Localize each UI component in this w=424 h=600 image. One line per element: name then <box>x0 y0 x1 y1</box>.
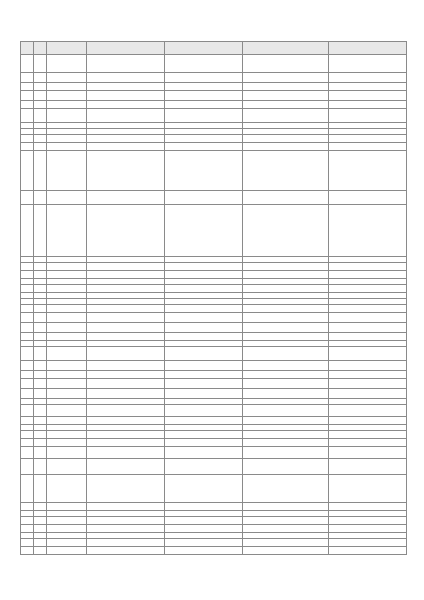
table-cell <box>47 371 87 379</box>
table-cell <box>165 83 243 91</box>
table-cell <box>21 271 34 279</box>
table-cell <box>47 109 87 123</box>
table-cell <box>34 361 47 371</box>
table-cell <box>165 143 243 151</box>
table-cell <box>165 539 243 547</box>
table-cell <box>47 91 87 101</box>
table-cell <box>165 431 243 439</box>
table-cell <box>87 379 165 389</box>
table-cell <box>21 539 34 547</box>
table-cell <box>34 547 47 555</box>
table-cell <box>165 135 243 143</box>
table-cell <box>21 361 34 371</box>
data-table <box>20 41 407 555</box>
table-cell <box>165 109 243 123</box>
table-cell <box>165 263 243 271</box>
table-cell <box>329 191 407 205</box>
table-cell <box>21 447 34 459</box>
table-cell <box>34 313 47 323</box>
table-row <box>21 361 407 371</box>
table-cell <box>34 143 47 151</box>
table-cell <box>243 475 329 503</box>
table-cell <box>243 83 329 91</box>
table-cell <box>34 347 47 361</box>
table-cell <box>47 333 87 341</box>
table-cell <box>87 191 165 205</box>
table-cell <box>21 305 34 313</box>
table-cell <box>243 135 329 143</box>
table-cell <box>329 447 407 459</box>
table-cell <box>243 143 329 151</box>
table-row <box>21 109 407 123</box>
table-cell <box>165 101 243 109</box>
table-cell <box>47 517 87 525</box>
table-cell <box>47 525 87 533</box>
table-cell <box>47 431 87 439</box>
column-header <box>21 42 34 55</box>
table-cell <box>87 151 165 191</box>
table-cell <box>34 389 47 399</box>
table-cell <box>87 405 165 417</box>
table-cell <box>165 547 243 555</box>
table-cell <box>87 371 165 379</box>
table-cell <box>165 333 243 341</box>
table-cell <box>87 417 165 425</box>
table-cell <box>165 503 243 511</box>
table-cell <box>87 73 165 83</box>
table-cell <box>34 73 47 83</box>
table-cell <box>329 333 407 341</box>
column-header <box>87 42 165 55</box>
table-row <box>21 517 407 525</box>
table-cell <box>329 109 407 123</box>
table-cell <box>243 91 329 101</box>
column-header <box>47 42 87 55</box>
table-cell <box>87 263 165 271</box>
table-cell <box>47 539 87 547</box>
table-row <box>21 135 407 143</box>
table-row <box>21 439 407 447</box>
table-cell <box>329 55 407 73</box>
table-row <box>21 503 407 511</box>
table-cell <box>87 101 165 109</box>
table-cell <box>243 431 329 439</box>
table-cell <box>165 55 243 73</box>
table-cell <box>165 371 243 379</box>
table-cell <box>329 347 407 361</box>
table-cell <box>329 285 407 293</box>
table-cell <box>47 285 87 293</box>
column-header <box>243 42 329 55</box>
table-cell <box>47 347 87 361</box>
table-cell <box>47 55 87 73</box>
table-cell <box>165 525 243 533</box>
table-cell <box>21 389 34 399</box>
table-cell <box>329 503 407 511</box>
data-table-wrapper <box>20 41 406 569</box>
table-cell <box>329 547 407 555</box>
table-cell <box>329 361 407 371</box>
table-cell <box>165 205 243 257</box>
table-cell <box>243 55 329 73</box>
table-cell <box>87 109 165 123</box>
table-cell <box>329 151 407 191</box>
table-row <box>21 263 407 271</box>
table-cell <box>34 333 47 341</box>
table-row <box>21 475 407 503</box>
table-cell <box>329 271 407 279</box>
table-cell <box>165 517 243 525</box>
table-row <box>21 389 407 399</box>
table-cell <box>165 285 243 293</box>
table-cell <box>329 83 407 91</box>
table-cell <box>21 285 34 293</box>
table-cell <box>21 109 34 123</box>
table-cell <box>165 459 243 475</box>
table-cell <box>21 313 34 323</box>
table-cell <box>47 439 87 447</box>
table-row <box>21 55 407 73</box>
table-cell <box>21 135 34 143</box>
table-cell <box>87 83 165 91</box>
table-cell <box>87 447 165 459</box>
table-cell <box>21 417 34 425</box>
table-cell <box>87 539 165 547</box>
table-cell <box>165 439 243 447</box>
table-cell <box>329 91 407 101</box>
table-cell <box>165 447 243 459</box>
table-cell <box>34 439 47 447</box>
table-cell <box>243 285 329 293</box>
table-cell <box>329 517 407 525</box>
table-cell <box>165 361 243 371</box>
table-cell <box>87 143 165 151</box>
table-cell <box>329 371 407 379</box>
table-row <box>21 547 407 555</box>
table-cell <box>34 447 47 459</box>
table-cell <box>243 447 329 459</box>
table-cell <box>243 405 329 417</box>
table-cell <box>165 73 243 83</box>
table-cell <box>21 525 34 533</box>
table-cell <box>34 135 47 143</box>
table-row <box>21 371 407 379</box>
table-cell <box>329 143 407 151</box>
table-cell <box>47 191 87 205</box>
table-cell <box>21 55 34 73</box>
table-cell <box>47 475 87 503</box>
table-cell <box>87 333 165 341</box>
table-cell <box>47 101 87 109</box>
table-cell <box>34 271 47 279</box>
table-cell <box>243 347 329 361</box>
table-cell <box>34 517 47 525</box>
table-row <box>21 151 407 191</box>
table-cell <box>47 503 87 511</box>
table-cell <box>87 91 165 101</box>
column-header <box>34 42 47 55</box>
table-cell <box>329 205 407 257</box>
table-cell <box>21 83 34 91</box>
table-cell <box>243 271 329 279</box>
table-cell <box>165 91 243 101</box>
table-cell <box>21 517 34 525</box>
table-cell <box>87 271 165 279</box>
table-cell <box>21 73 34 83</box>
table-cell <box>47 143 87 151</box>
table-cell <box>34 83 47 91</box>
table-cell <box>34 55 47 73</box>
table-cell <box>165 151 243 191</box>
table-cell <box>34 263 47 271</box>
table-cell <box>165 417 243 425</box>
table-row <box>21 379 407 389</box>
table-cell <box>243 205 329 257</box>
table-cell <box>87 389 165 399</box>
table-cell <box>34 525 47 533</box>
table-cell <box>34 459 47 475</box>
table-row <box>21 539 407 547</box>
table-cell <box>243 459 329 475</box>
table-cell <box>21 151 34 191</box>
table-cell <box>165 379 243 389</box>
table-cell <box>34 101 47 109</box>
table-cell <box>243 547 329 555</box>
table-cell <box>165 347 243 361</box>
table-cell <box>329 101 407 109</box>
table-row <box>21 83 407 91</box>
table-cell <box>329 313 407 323</box>
table-cell <box>21 91 34 101</box>
table-cell <box>87 313 165 323</box>
table-row <box>21 205 407 257</box>
table-cell <box>243 109 329 123</box>
table-cell <box>243 323 329 333</box>
table-cell <box>21 323 34 333</box>
table-cell <box>87 431 165 439</box>
table-cell <box>34 305 47 313</box>
table-cell <box>329 135 407 143</box>
table-cell <box>47 263 87 271</box>
table-header-row <box>21 42 407 55</box>
table-cell <box>329 305 407 313</box>
table-cell <box>87 525 165 533</box>
table-cell <box>21 101 34 109</box>
table-cell <box>243 417 329 425</box>
table-cell <box>21 371 34 379</box>
table-cell <box>34 285 47 293</box>
table-cell <box>329 417 407 425</box>
table-cell <box>21 191 34 205</box>
table-row <box>21 285 407 293</box>
table-cell <box>21 459 34 475</box>
table-cell <box>21 405 34 417</box>
table-cell <box>165 389 243 399</box>
table-row <box>21 333 407 341</box>
table-cell <box>34 151 47 191</box>
table-cell <box>34 417 47 425</box>
table-cell <box>243 151 329 191</box>
table-cell <box>47 417 87 425</box>
table-cell <box>34 323 47 333</box>
table-cell <box>34 405 47 417</box>
table-row <box>21 347 407 361</box>
table-cell <box>21 143 34 151</box>
table-cell <box>243 389 329 399</box>
table-cell <box>329 323 407 333</box>
table-cell <box>21 205 34 257</box>
table-row <box>21 525 407 533</box>
table-cell <box>329 525 407 533</box>
table-cell <box>34 431 47 439</box>
table-row <box>21 305 407 313</box>
table-cell <box>34 539 47 547</box>
table-cell <box>243 361 329 371</box>
table-cell <box>47 305 87 313</box>
table-cell <box>47 547 87 555</box>
table-cell <box>87 55 165 73</box>
table-row <box>21 73 407 83</box>
table-cell <box>87 347 165 361</box>
table-cell <box>165 305 243 313</box>
table-cell <box>243 263 329 271</box>
column-header <box>165 42 243 55</box>
table-cell <box>34 191 47 205</box>
table-row <box>21 313 407 323</box>
table-cell <box>243 525 329 533</box>
table-cell <box>34 475 47 503</box>
table-cell <box>165 405 243 417</box>
table-cell <box>329 475 407 503</box>
table-cell <box>87 285 165 293</box>
table-row <box>21 447 407 459</box>
table-row <box>21 323 407 333</box>
table-cell <box>243 313 329 323</box>
table-cell <box>87 361 165 371</box>
table-cell <box>87 459 165 475</box>
table-cell <box>243 101 329 109</box>
table-cell <box>47 271 87 279</box>
table-cell <box>47 73 87 83</box>
table-cell <box>34 503 47 511</box>
table-cell <box>329 379 407 389</box>
table-cell <box>243 191 329 205</box>
table-cell <box>21 475 34 503</box>
table-cell <box>243 539 329 547</box>
table-row <box>21 431 407 439</box>
table-row <box>21 417 407 425</box>
column-header <box>329 42 407 55</box>
table-cell <box>243 503 329 511</box>
table-cell <box>243 379 329 389</box>
table-cell <box>87 475 165 503</box>
table-cell <box>21 431 34 439</box>
table-cell <box>329 431 407 439</box>
table-cell <box>87 547 165 555</box>
table-cell <box>329 263 407 271</box>
table-cell <box>329 389 407 399</box>
table-cell <box>34 91 47 101</box>
table-cell <box>47 323 87 333</box>
table-cell <box>47 135 87 143</box>
table-cell <box>165 191 243 205</box>
table-cell <box>87 323 165 333</box>
table-cell <box>47 313 87 323</box>
table-cell <box>165 475 243 503</box>
table-cell <box>47 205 87 257</box>
table-cell <box>87 205 165 257</box>
table-cell <box>34 205 47 257</box>
table-cell <box>47 151 87 191</box>
table-cell <box>21 503 34 511</box>
table-cell <box>21 439 34 447</box>
table-cell <box>21 547 34 555</box>
table-cell <box>34 379 47 389</box>
table-cell <box>87 517 165 525</box>
table-row <box>21 271 407 279</box>
table-cell <box>329 439 407 447</box>
table-cell <box>329 539 407 547</box>
table-cell <box>329 73 407 83</box>
table-cell <box>243 73 329 83</box>
table-cell <box>47 361 87 371</box>
table-row <box>21 101 407 109</box>
table-row <box>21 91 407 101</box>
table-cell <box>21 347 34 361</box>
table-cell <box>165 313 243 323</box>
table-cell <box>243 371 329 379</box>
table-cell <box>329 405 407 417</box>
table-cell <box>47 389 87 399</box>
table-cell <box>243 439 329 447</box>
table-cell <box>165 271 243 279</box>
table-cell <box>87 135 165 143</box>
table-cell <box>165 323 243 333</box>
table-cell <box>47 459 87 475</box>
table-cell <box>329 459 407 475</box>
table-body <box>21 55 407 555</box>
table-cell <box>47 379 87 389</box>
table-cell <box>87 305 165 313</box>
table-cell <box>47 405 87 417</box>
table-row <box>21 405 407 417</box>
table-cell <box>243 333 329 341</box>
table-cell <box>34 109 47 123</box>
table-cell <box>243 517 329 525</box>
table-cell <box>21 379 34 389</box>
table-cell <box>21 263 34 271</box>
table-row <box>21 191 407 205</box>
table-cell <box>243 305 329 313</box>
table-cell <box>87 439 165 447</box>
table-cell <box>47 447 87 459</box>
table-row <box>21 459 407 475</box>
table-cell <box>21 333 34 341</box>
table-row <box>21 143 407 151</box>
table-cell <box>34 371 47 379</box>
table-cell <box>87 503 165 511</box>
table-cell <box>47 83 87 91</box>
